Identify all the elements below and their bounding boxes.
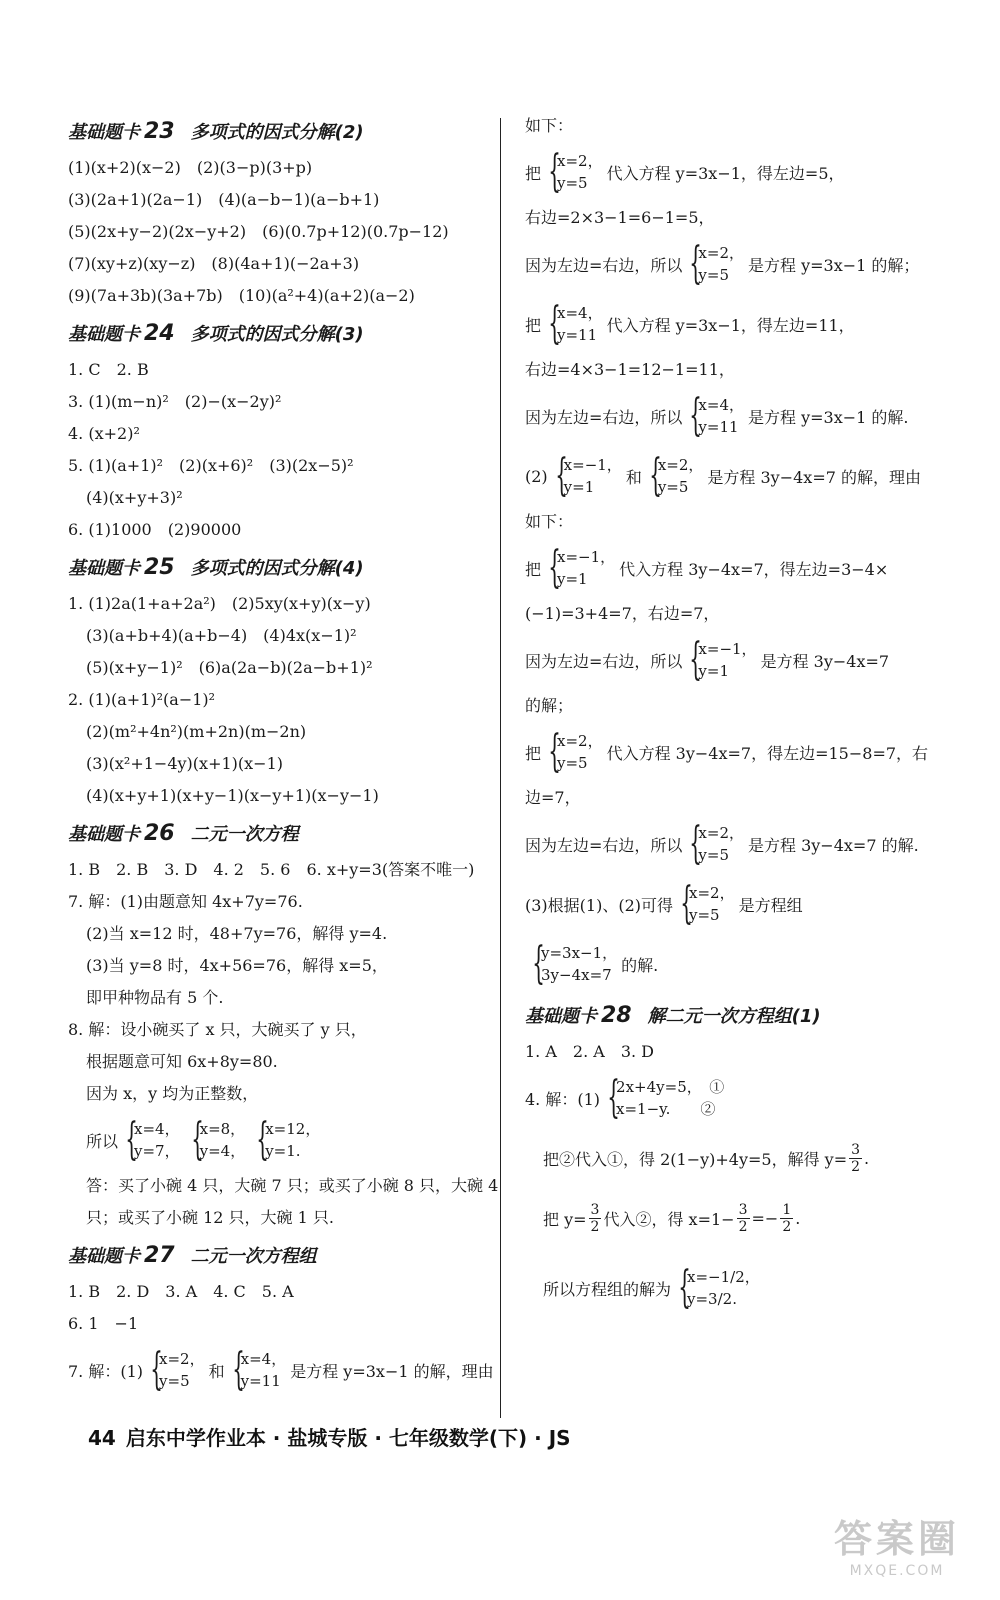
equation-system: { y=3x−1， 3y−4x=7 [532, 938, 618, 989]
answer-line: 7. 解：(1) { x=2， y=5 和 { x=4， y=11 是方程 y=3x−1 的解，理由 [68, 1344, 494, 1395]
answer-line: (3)根据(1)、(2)可得 { x=2， y=5 是方程组 [525, 878, 803, 929]
answer-line: 6. (1)1000 (2)90000 [68, 520, 242, 539]
equation-system: { x=2， y=5 [548, 726, 603, 777]
brace-icon: { [256, 1114, 270, 1165]
answer-line: 因为左边=右边，所以 { x=4， y=11 是方程 y=3x−1 的解. [525, 390, 909, 441]
answer-line: 4. (x+2)² [68, 424, 140, 443]
answer-line: 把②代入①，得 2(1−y)+4y=5，解得 y= $\frac{3}{2}$ . [543, 1141, 870, 1175]
answer-line: (5)(x+y−1)² (6)a(2a−b)(2a−b+1)² [86, 658, 373, 677]
answer-line: 4. 解：(1) { 2x+4y=5， ① x=1−y. ② [525, 1072, 725, 1123]
answer-line: 1. B 2. D 3. A 4. C 5. A [68, 1282, 294, 1301]
equation-system: { x=−1， y=1 [554, 450, 622, 501]
left-column [68, 110, 499, 1400]
answer-line: (5)(2x+y−2)(2x−y+2) (6)(0.7p+12)(0.7p−12) [68, 222, 449, 241]
brace-icon: { [607, 1072, 620, 1123]
answer-line: (3)当 y=8 时，4x+56=76，解得 x=5， [86, 956, 388, 975]
brace-icon: { [532, 938, 545, 989]
answer-line: 因为 x，y 均为正整数， [86, 1084, 259, 1103]
brace-icon: { [649, 450, 662, 501]
equation-system: { x=4， y=11 [689, 390, 744, 441]
fraction: $\frac{3}{2}$ [590, 1201, 600, 1235]
equation-system: { x=2， y=5 [150, 1344, 205, 1395]
answer-line: 如下： [525, 512, 574, 531]
answer-line: 把 { x=−1， y=1 代入方程 3y−4x=7，得左边=3−4× [525, 542, 889, 593]
brace-icon: { [678, 1262, 691, 1313]
answer-line: 8. 解：设小碗买了 x 只，大碗买了 y 只， [68, 1020, 367, 1039]
brace-icon: { [548, 726, 561, 777]
fraction: $\frac{3}{2}$ [738, 1201, 748, 1235]
answer-line: (2)当 x=12 时，48+7y=76，解得 y=4. [86, 924, 388, 943]
answer-line: 6. 1 −1 [68, 1314, 139, 1333]
answer-line: 1. A 2. A 3. D [525, 1042, 654, 1061]
brace-icon: { [548, 298, 561, 349]
page-number: 44 [88, 1426, 116, 1450]
answer-line: 即甲种物品有 5 个. [86, 988, 224, 1007]
answer-line: (3)(a+b+4)(a+b−4) (4)4x(x−1)² [86, 626, 357, 645]
section-heading-26: 基础题卡 26 二元一次方程 [68, 821, 299, 846]
answer-line: (2)(m²+4n²)(m+2n)(m−2n) [86, 722, 307, 741]
equation-system: { x=2， y=5 [649, 450, 704, 501]
answer-line: 把 { x=4， y=11 代入方程 y=3x−1，得左边=11， [525, 298, 855, 349]
answer-line: 因为左边=右边，所以 { x=2， y=5 是方程 y=3x−1 的解； [525, 238, 920, 289]
answer-line: (4)(x+y+1)(x+y−1)(x−y+1)(x−y−1) [86, 786, 379, 805]
fraction: $\frac{1}{2}$ [782, 1201, 792, 1235]
equation-system: { x=2， y=5 [680, 878, 735, 929]
answer-line: 边=7， [525, 788, 581, 807]
brace-icon: { [548, 542, 561, 593]
equation-system: { x=2， y=5 [689, 238, 744, 289]
section-heading-24: 基础题卡 24 多项式的因式分解(3) [68, 321, 364, 346]
equation-system: { 2x+4y=5， ① x=1−y. ② [607, 1072, 725, 1123]
answer-line: 把 { x=2， y=5 代入方程 3y−4x=7，得左边=15−8=7，右 [525, 726, 929, 777]
answer-line: { y=3x−1， 3y−4x=7 的解. [525, 934, 945, 994]
answer-line: 因为左边=右边，所以 { x=−1， y=1 是方程 3y−4x=7 [525, 634, 890, 685]
brace-icon: { [150, 1344, 163, 1395]
brace-icon: { [689, 634, 703, 685]
equation-system: { x=4， y=7， [125, 1114, 180, 1165]
equation-system: { x=−1， y=1 [689, 634, 757, 685]
column-divider [500, 118, 501, 1418]
answer-line: 把 { x=2， y=5 代入方程 y=3x−1，得左边=5， [525, 146, 845, 197]
equation-system: { x=2， y=5 [689, 818, 744, 869]
brace-icon: { [125, 1114, 138, 1165]
equation-system: { x=12， y=1. [256, 1114, 321, 1165]
answer-line: 1. B 2. B 3. D 4. 2 5. 6 6. x+y=3(答案不唯一) [68, 860, 475, 879]
brace-icon: { [689, 818, 703, 869]
section-heading-27: 基础题卡 27 二元一次方程组 [68, 1243, 317, 1268]
equation-system: { x=2， y=5 [548, 146, 603, 197]
answer-line: 把 y= $\frac{3}{2}$ 代入②，得 x=1− $\frac{3}{2}$ =− $\frac{1}{2}$ . [543, 1201, 801, 1235]
watermark-logo: 答案圈 MXQE.COM [833, 1517, 960, 1579]
answer-line: 2. (1)(a+1)²(a−1)² [68, 690, 216, 709]
answer-line: (4)(x+y+3)² [86, 488, 183, 507]
answer-line: 7. 解：(1)由题意知 4x+7y=76. [68, 892, 303, 911]
equation-system: { x=4， y=11 [231, 1344, 287, 1395]
equation-system: { x=−1， y=1 [548, 542, 616, 593]
answer-line: (−1)=3+4=7，右边=7， [525, 604, 720, 623]
brace-icon: { [689, 238, 703, 289]
brace-icon: { [231, 1344, 245, 1395]
equation-system: { x=4， y=11 [548, 298, 603, 349]
page-footer [88, 1422, 571, 1451]
book-title: 启东中学作业本 · 盐城专版 · 七年级数学(下) · JS [125, 1426, 571, 1450]
answer-line: 的解； [525, 696, 574, 715]
answer-line: (9)(7a+3b)(3a+7b) (10)(a²+4)(a+2)(a−2) [68, 286, 415, 305]
answer-line: 答：买了小碗 4 只，大碗 7 只；或买了小碗 8 只，大碗 4 [86, 1176, 499, 1195]
answer-line: 根据题意可知 6x+8y=80. [86, 1052, 278, 1071]
answer-line: 因为左边=右边，所以 { x=2， y=5 是方程 3y−4x=7 的解. [525, 818, 919, 869]
answer-line: 1. C 2. B [68, 360, 149, 379]
answer-line: 所以方程组的解为 { x=−1/2， y=3/2. [543, 1262, 760, 1313]
brace-icon: { [689, 390, 703, 441]
answer-line: 只；或买了小碗 12 只，大碗 1 只. [86, 1208, 334, 1227]
answer-line: (2) { x=−1， y=1 和 { x=2， y=5 是方程 3y−4x=7 的解，理由 [525, 450, 921, 501]
section-heading-23: 基础题卡 23 多项式的因式分解(2) [68, 119, 364, 144]
answer-line: 1. (1)2a(1+a+2a²) (2)5xy(x+y)(x−y) [68, 594, 371, 613]
solution-systems-line: 所以 { x=4， y=7， { x=8， y=4， { x=12， y=1. [86, 1114, 321, 1165]
answer-line: (3)(2a+1)(2a−1) (4)(a−b−1)(a−b+1) [68, 190, 380, 209]
answer-line: 如下： [525, 116, 574, 135]
brace-icon: { [680, 878, 693, 929]
answer-line: (3)(x²+1−4y)(x+1)(x−1) [86, 754, 283, 773]
section-heading-28: 基础题卡 28 解二元一次方程组(1) [525, 1003, 821, 1028]
answer-line: 3. (1)(m−n)² (2)−(x−2y)² [68, 392, 282, 411]
fraction: $\frac{3}{2}$ [851, 1141, 861, 1175]
answer-line: (7)(xy+z)(xy−z) (8)(4a+1)(−2a+3) [68, 254, 360, 273]
section-heading-25: 基础题卡 25 多项式的因式分解(4) [68, 555, 364, 580]
brace-icon: { [554, 450, 568, 501]
brace-icon: { [190, 1114, 204, 1165]
equation-system: { x=8， y=4， [190, 1114, 246, 1165]
brace-icon: { [548, 146, 561, 197]
answer-line: 右边=2×3−1=6−1=5， [525, 208, 715, 227]
answer-line: 5. (1)(a+1)² (2)(x+6)² (3)(2x−5)² [68, 456, 354, 475]
equation-system: { x=−1/2， y=3/2. [678, 1262, 760, 1313]
answer-line: (1)(x+2)(x−2) (2)(3−p)(3+p) [68, 158, 313, 177]
right-column [525, 110, 945, 1328]
answer-line: 右边=4×3−1=12−1=11， [525, 360, 735, 379]
